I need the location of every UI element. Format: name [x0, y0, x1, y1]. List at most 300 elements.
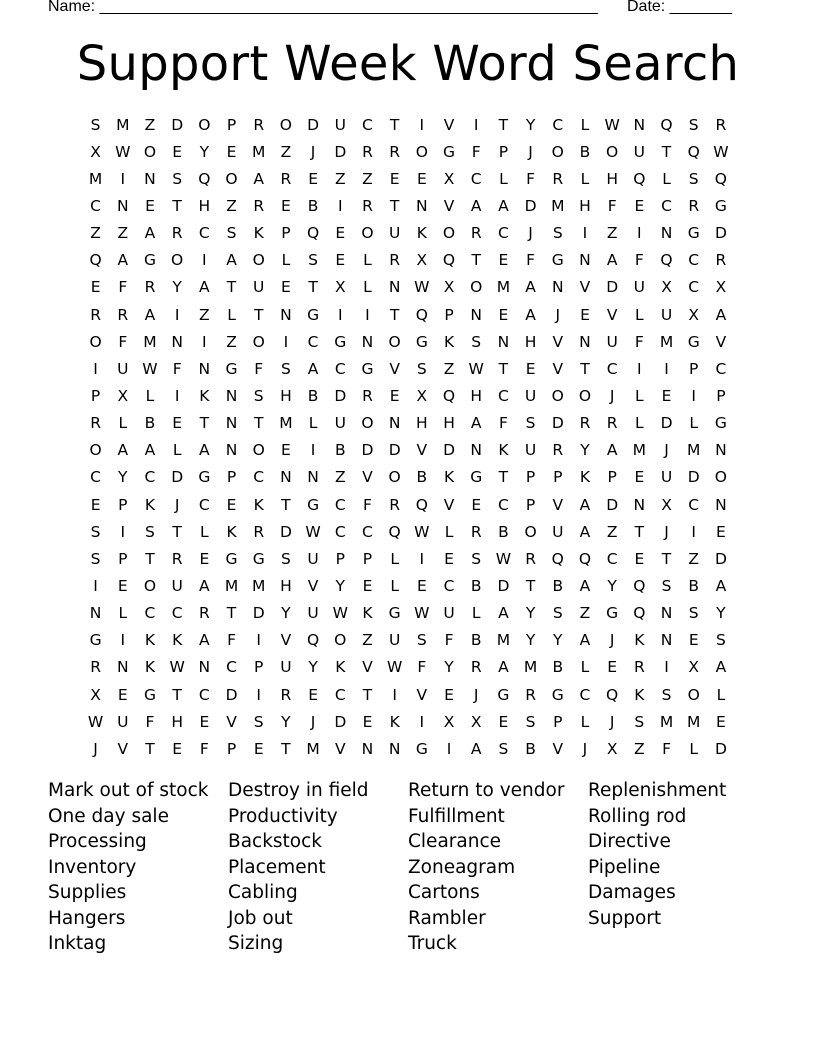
grid-letter[interactable]: F: [227, 631, 236, 650]
grid-letter[interactable]: R: [470, 522, 482, 541]
grid-letter[interactable]: H: [470, 386, 483, 405]
grid-letter[interactable]: R: [280, 169, 292, 188]
grid-letter[interactable]: N: [715, 441, 727, 460]
grid-letter[interactable]: N: [361, 739, 374, 758]
grid-letter[interactable]: Y: [199, 142, 210, 161]
grid-letter[interactable]: F: [526, 251, 536, 270]
grid-letter[interactable]: S: [525, 414, 536, 433]
grid-letter[interactable]: C: [144, 468, 156, 487]
grid-letter[interactable]: X: [90, 142, 101, 161]
grid-letter[interactable]: D: [606, 495, 619, 514]
grid-letter[interactable]: S: [525, 712, 536, 731]
grid-letter[interactable]: F: [662, 739, 671, 758]
grid-letter[interactable]: L: [499, 169, 508, 188]
grid-letter[interactable]: O: [89, 441, 102, 460]
grid-letter[interactable]: N: [361, 332, 374, 351]
grid-letter[interactable]: E: [362, 576, 373, 595]
grid-letter[interactable]: V: [416, 685, 428, 704]
grid-letter[interactable]: G: [307, 305, 320, 324]
grid-letter[interactable]: A: [199, 278, 210, 297]
grid-letter[interactable]: G: [225, 549, 238, 568]
grid-letter[interactable]: T: [661, 549, 672, 568]
grid-letter[interactable]: E: [253, 739, 264, 758]
grid-letter[interactable]: Q: [442, 386, 456, 405]
grid-letter[interactable]: L: [580, 712, 590, 731]
grid-letter[interactable]: S: [280, 549, 291, 568]
grid-letter[interactable]: N: [89, 604, 102, 623]
grid-letter[interactable]: F: [526, 169, 536, 188]
grid-letter[interactable]: K: [172, 631, 183, 650]
grid-letter[interactable]: Q: [388, 522, 401, 541]
grid-letter[interactable]: Z: [606, 522, 618, 541]
grid-letter[interactable]: A: [498, 658, 509, 677]
grid-letter[interactable]: E: [661, 386, 672, 405]
grid-letter[interactable]: Q: [415, 495, 428, 514]
grid-letter[interactable]: G: [307, 495, 320, 514]
grid-letter[interactable]: A: [498, 604, 509, 623]
grid-letter[interactable]: D: [497, 576, 510, 595]
grid-letter[interactable]: D: [334, 142, 347, 161]
grid-letter[interactable]: A: [715, 305, 727, 324]
grid-letter[interactable]: V: [443, 196, 455, 215]
grid-letter[interactable]: S: [688, 169, 699, 188]
grid-letter[interactable]: C: [606, 359, 618, 378]
grid-letter[interactable]: E: [117, 576, 128, 595]
grid-letter[interactable]: C: [606, 549, 618, 568]
grid-letter[interactable]: I: [120, 522, 126, 541]
grid-letter[interactable]: F: [471, 142, 481, 161]
grid-letter[interactable]: O: [334, 631, 347, 650]
grid-letter[interactable]: Q: [306, 631, 320, 650]
grid-letter[interactable]: A: [199, 631, 210, 650]
grid-letter[interactable]: A: [307, 359, 319, 378]
grid-letter[interactable]: F: [607, 196, 617, 215]
grid-letter[interactable]: R: [579, 414, 591, 433]
grid-letter[interactable]: E: [281, 278, 291, 297]
grid-letter[interactable]: I: [120, 169, 126, 188]
grid-letter[interactable]: O: [252, 251, 265, 270]
grid-letter[interactable]: V: [117, 739, 129, 758]
grid-letter[interactable]: F: [498, 414, 508, 433]
grid-letter[interactable]: O: [171, 251, 184, 270]
grid-letter[interactable]: L: [580, 169, 590, 188]
grid-letter[interactable]: B: [579, 142, 591, 161]
grid-letter[interactable]: A: [470, 414, 482, 433]
grid-letter[interactable]: O: [578, 386, 592, 405]
grid-letter[interactable]: W: [87, 712, 104, 731]
grid-letter[interactable]: F: [118, 278, 128, 297]
grid-letter[interactable]: Z: [199, 305, 210, 324]
grid-letter[interactable]: B: [498, 522, 509, 541]
grid-letter[interactable]: X: [661, 278, 672, 297]
grid-letter[interactable]: I: [637, 359, 642, 378]
grid-letter[interactable]: K: [389, 712, 400, 731]
grid-letter[interactable]: I: [120, 631, 126, 650]
grid-letter[interactable]: O: [361, 224, 374, 243]
grid-letter[interactable]: A: [470, 196, 482, 215]
grid-letter[interactable]: G: [143, 251, 156, 270]
grid-letter[interactable]: C: [198, 685, 210, 704]
grid-letter[interactable]: S: [90, 549, 101, 568]
grid-letter[interactable]: D: [361, 441, 374, 460]
grid-letter[interactable]: M: [116, 115, 130, 134]
grid-letter[interactable]: E: [525, 359, 536, 378]
grid-letter[interactable]: O: [687, 685, 700, 704]
grid-letter[interactable]: X: [90, 685, 101, 704]
grid-letter[interactable]: C: [144, 604, 156, 623]
grid-letter[interactable]: F: [172, 359, 182, 378]
grid-letter[interactable]: L: [635, 414, 644, 433]
grid-letter[interactable]: U: [117, 712, 129, 731]
grid-letter[interactable]: I: [582, 224, 588, 243]
grid-letter[interactable]: V: [443, 115, 455, 134]
grid-letter[interactable]: J: [609, 631, 615, 650]
grid-letter[interactable]: S: [90, 522, 101, 541]
grid-letter[interactable]: C: [443, 576, 455, 595]
grid-letter[interactable]: U: [552, 522, 564, 541]
grid-letter[interactable]: T: [362, 685, 373, 704]
grid-letter[interactable]: R: [362, 386, 373, 405]
grid-letter[interactable]: G: [714, 196, 727, 215]
grid-letter[interactable]: T: [580, 359, 590, 378]
grid-letter[interactable]: I: [419, 712, 425, 731]
grid-letter[interactable]: C: [688, 251, 700, 270]
grid-letter[interactable]: Y: [444, 658, 454, 677]
grid-letter[interactable]: Q: [687, 142, 700, 161]
grid-letter[interactable]: I: [310, 441, 316, 460]
grid-letter[interactable]: L: [580, 115, 590, 134]
grid-letter[interactable]: K: [634, 631, 645, 650]
grid-letter[interactable]: U: [660, 468, 673, 487]
grid-letter[interactable]: A: [470, 739, 482, 758]
grid-letter[interactable]: Y: [580, 441, 590, 460]
grid-letter[interactable]: X: [443, 169, 455, 188]
grid-letter[interactable]: I: [256, 685, 261, 704]
grid-letter[interactable]: V: [280, 631, 292, 650]
grid-letter[interactable]: E: [199, 549, 210, 568]
grid-letter[interactable]: C: [253, 468, 265, 487]
grid-letter[interactable]: Z: [144, 115, 156, 134]
grid-letter[interactable]: V: [416, 441, 428, 460]
grid-letter[interactable]: R: [470, 658, 482, 677]
grid-letter[interactable]: V: [389, 359, 400, 378]
grid-letter[interactable]: Y: [553, 631, 563, 650]
grid-letter[interactable]: K: [443, 332, 455, 351]
grid-letter[interactable]: E: [226, 495, 237, 514]
grid-letter[interactable]: R: [362, 142, 373, 161]
grid-letter[interactable]: P: [716, 386, 726, 405]
grid-letter[interactable]: O: [714, 468, 727, 487]
grid-letter[interactable]: D: [252, 604, 265, 623]
grid-letter[interactable]: R: [171, 224, 183, 243]
grid-letter[interactable]: R: [280, 685, 292, 704]
grid-letter[interactable]: E: [580, 305, 590, 324]
grid-letter[interactable]: U: [253, 278, 265, 297]
grid-letter[interactable]: Z: [579, 604, 591, 623]
grid-letter[interactable]: V: [552, 332, 564, 351]
grid-letter[interactable]: N: [551, 278, 564, 297]
grid-letter[interactable]: S: [661, 576, 672, 595]
grid-letter[interactable]: G: [551, 685, 564, 704]
grid-letter[interactable]: I: [664, 359, 669, 378]
grid-letter[interactable]: B: [552, 576, 564, 595]
grid-letter[interactable]: S: [90, 115, 101, 134]
grid-letter[interactable]: K: [362, 604, 373, 623]
grid-letter[interactable]: Y: [118, 468, 128, 487]
grid-letter[interactable]: O: [361, 414, 374, 433]
grid-letter[interactable]: E: [389, 169, 400, 188]
grid-letter[interactable]: N: [660, 604, 673, 623]
grid-letter[interactable]: L: [363, 278, 372, 297]
grid-letter[interactable]: J: [174, 495, 180, 514]
grid-letter[interactable]: C: [334, 359, 346, 378]
grid-letter[interactable]: O: [225, 169, 238, 188]
grid-letter[interactable]: H: [280, 576, 292, 595]
grid-letter[interactable]: N: [388, 278, 401, 297]
grid-letter[interactable]: R: [253, 196, 265, 215]
grid-letter[interactable]: C: [362, 522, 373, 541]
grid-letter[interactable]: J: [609, 386, 615, 405]
name-field-label[interactable]: Name: ________________________________________________________: [48, 0, 598, 15]
grid-letter[interactable]: E: [281, 441, 291, 460]
grid-letter[interactable]: U: [633, 142, 646, 161]
grid-letter[interactable]: D: [551, 414, 564, 433]
grid-letter[interactable]: D: [714, 549, 727, 568]
grid-letter[interactable]: R: [198, 604, 210, 623]
grid-letter[interactable]: I: [419, 549, 425, 568]
grid-letter[interactable]: N: [225, 414, 238, 433]
grid-letter[interactable]: Q: [89, 251, 102, 270]
grid-letter[interactable]: E: [172, 739, 183, 758]
grid-letter[interactable]: G: [606, 604, 619, 623]
grid-letter[interactable]: W: [115, 142, 131, 161]
grid-letter[interactable]: P: [281, 224, 291, 243]
grid-letter[interactable]: G: [415, 739, 428, 758]
grid-letter[interactable]: X: [416, 251, 428, 270]
grid-letter[interactable]: O: [388, 468, 401, 487]
grid-letter[interactable]: L: [635, 305, 644, 324]
grid-letter[interactable]: Y: [172, 278, 182, 297]
grid-letter[interactable]: G: [687, 224, 700, 243]
grid-letter[interactable]: R: [525, 549, 536, 568]
grid-letter[interactable]: R: [633, 658, 645, 677]
grid-letter[interactable]: V: [552, 739, 564, 758]
grid-letter[interactable]: Q: [714, 169, 727, 188]
grid-letter[interactable]: Z: [90, 224, 101, 243]
grid-letter[interactable]: M: [551, 196, 565, 215]
grid-letter[interactable]: Q: [660, 115, 673, 134]
grid-letter[interactable]: F: [254, 359, 264, 378]
date-field-label[interactable]: Date: _______: [627, 0, 732, 15]
grid-letter[interactable]: O: [551, 386, 564, 405]
grid-letter[interactable]: I: [691, 386, 696, 405]
grid-letter[interactable]: I: [174, 305, 180, 324]
grid-letter[interactable]: G: [714, 414, 727, 433]
grid-letter[interactable]: S: [688, 604, 699, 623]
grid-letter[interactable]: I: [337, 196, 343, 215]
grid-letter[interactable]: D: [334, 386, 347, 405]
grid-letter[interactable]: K: [335, 658, 346, 677]
grid-letter[interactable]: R: [389, 142, 401, 161]
grid-letter[interactable]: P: [525, 468, 536, 487]
grid-letter[interactable]: R: [389, 251, 401, 270]
grid-letter[interactable]: H: [416, 414, 428, 433]
grid-letter[interactable]: C: [198, 495, 210, 514]
grid-letter[interactable]: N: [470, 305, 483, 324]
grid-letter[interactable]: G: [443, 142, 456, 161]
grid-letter[interactable]: Y: [308, 658, 318, 677]
grid-letter[interactable]: W: [495, 549, 512, 568]
grid-letter[interactable]: O: [279, 115, 292, 134]
grid-letter[interactable]: I: [93, 359, 98, 378]
grid-letter[interactable]: D: [279, 522, 292, 541]
grid-letter[interactable]: H: [198, 196, 211, 215]
grid-letter[interactable]: O: [524, 522, 537, 541]
grid-letter[interactable]: C: [226, 658, 237, 677]
grid-letter[interactable]: U: [606, 332, 618, 351]
grid-letter[interactable]: N: [579, 251, 591, 270]
grid-letter[interactable]: R: [552, 169, 564, 188]
grid-letter[interactable]: L: [689, 414, 699, 433]
grid-letter[interactable]: O: [415, 142, 428, 161]
grid-letter[interactable]: W: [414, 278, 430, 297]
grid-letter[interactable]: P: [607, 468, 617, 487]
grid-letter[interactable]: N: [144, 169, 156, 188]
grid-letter[interactable]: P: [553, 712, 563, 731]
grid-letter[interactable]: X: [606, 739, 618, 758]
grid-letter[interactable]: P: [254, 658, 264, 677]
grid-letter[interactable]: R: [253, 115, 265, 134]
grid-letter[interactable]: C: [198, 224, 210, 243]
grid-letter[interactable]: N: [225, 386, 238, 405]
grid-letter[interactable]: L: [444, 522, 454, 541]
grid-letter[interactable]: N: [497, 332, 510, 351]
grid-letter[interactable]: S: [661, 685, 672, 704]
grid-letter[interactable]: G: [334, 332, 347, 351]
grid-letter[interactable]: U: [524, 441, 537, 460]
grid-letter[interactable]: F: [417, 658, 427, 677]
grid-letter[interactable]: V: [226, 712, 237, 731]
grid-letter[interactable]: M: [632, 441, 647, 460]
grid-letter[interactable]: C: [497, 224, 509, 243]
grid-letter[interactable]: G: [361, 359, 374, 378]
grid-letter[interactable]: L: [580, 658, 590, 677]
grid-letter[interactable]: T: [145, 549, 155, 568]
grid-letter[interactable]: X: [443, 278, 455, 297]
grid-letter[interactable]: K: [144, 495, 156, 514]
grid-letter[interactable]: A: [606, 441, 618, 460]
grid-letter[interactable]: E: [607, 658, 618, 677]
grid-letter[interactable]: Q: [198, 169, 211, 188]
grid-letter[interactable]: R: [362, 196, 373, 215]
grid-letter[interactable]: Y: [525, 604, 536, 623]
grid-letter[interactable]: K: [253, 224, 264, 243]
grid-letter[interactable]: C: [362, 115, 373, 134]
grid-letter[interactable]: A: [525, 305, 536, 324]
grid-letter[interactable]: D: [171, 468, 184, 487]
grid-letter[interactable]: J: [664, 522, 669, 541]
grid-letter[interactable]: Z: [606, 224, 618, 243]
grid-letter[interactable]: Z: [362, 169, 373, 188]
grid-letter[interactable]: V: [362, 658, 373, 677]
grid-letter[interactable]: X: [443, 712, 455, 731]
grid-letter[interactable]: A: [579, 522, 591, 541]
grid-letter[interactable]: W: [713, 142, 729, 161]
grid-letter[interactable]: Q: [306, 224, 320, 243]
grid-letter[interactable]: N: [715, 495, 727, 514]
grid-letter[interactable]: N: [280, 468, 292, 487]
grid-letter[interactable]: E: [688, 631, 699, 650]
grid-letter[interactable]: F: [145, 712, 155, 731]
grid-letter[interactable]: V: [606, 305, 618, 324]
grid-letter[interactable]: N: [388, 739, 401, 758]
grid-letter[interactable]: M: [88, 169, 103, 188]
grid-letter[interactable]: V: [715, 332, 727, 351]
grid-letter[interactable]: A: [199, 576, 210, 595]
grid-letter[interactable]: E: [634, 468, 645, 487]
grid-letter[interactable]: L: [172, 441, 182, 460]
grid-letter[interactable]: D: [660, 414, 673, 433]
grid-letter[interactable]: L: [716, 685, 726, 704]
grid-letter[interactable]: Z: [226, 332, 237, 351]
grid-letter[interactable]: W: [386, 658, 403, 677]
grid-letter[interactable]: E: [90, 495, 101, 514]
grid-letter[interactable]: D: [687, 468, 700, 487]
grid-letter[interactable]: U: [633, 278, 646, 297]
grid-letter[interactable]: G: [198, 468, 211, 487]
grid-letter[interactable]: I: [419, 115, 425, 134]
grid-letter[interactable]: Q: [415, 305, 428, 324]
grid-letter[interactable]: R: [606, 414, 618, 433]
grid-letter[interactable]: O: [143, 142, 157, 161]
grid-letter[interactable]: K: [634, 685, 645, 704]
grid-letter[interactable]: A: [199, 441, 210, 460]
grid-letter[interactable]: E: [716, 522, 726, 541]
grid-letter[interactable]: E: [199, 712, 210, 731]
grid-letter[interactable]: T: [226, 278, 237, 297]
grid-letter[interactable]: T: [253, 414, 264, 433]
grid-letter[interactable]: R: [253, 522, 265, 541]
grid-letter[interactable]: T: [281, 739, 291, 758]
grid-letter[interactable]: K: [144, 631, 156, 650]
grid-letter[interactable]: N: [198, 658, 211, 677]
grid-letter[interactable]: D: [225, 685, 238, 704]
grid-letter[interactable]: P: [226, 739, 237, 758]
grid-letter[interactable]: S: [552, 224, 563, 243]
grid-letter[interactable]: Y: [716, 604, 726, 623]
grid-letter[interactable]: S: [552, 604, 563, 623]
grid-letter[interactable]: P: [553, 468, 563, 487]
grid-letter[interactable]: K: [226, 522, 237, 541]
grid-letter[interactable]: C: [90, 468, 101, 487]
grid-letter[interactable]: H: [579, 196, 591, 215]
grid-letter[interactable]: Y: [335, 576, 346, 595]
grid-letter[interactable]: M: [143, 332, 157, 351]
grid-letter[interactable]: A: [579, 631, 591, 650]
grid-letter[interactable]: F: [199, 739, 209, 758]
grid-letter[interactable]: C: [171, 604, 183, 623]
grid-letter[interactable]: S: [172, 169, 183, 188]
grid-letter[interactable]: X: [661, 495, 672, 514]
grid-letter[interactable]: L: [471, 604, 481, 623]
grid-letter[interactable]: U: [171, 576, 183, 595]
grid-letter[interactable]: P: [498, 142, 509, 161]
grid-letter[interactable]: E: [145, 196, 155, 215]
grid-letter[interactable]: O: [252, 441, 265, 460]
grid-letter[interactable]: O: [388, 332, 401, 351]
grid-letter[interactable]: T: [281, 495, 291, 514]
grid-letter[interactable]: F: [634, 251, 644, 270]
